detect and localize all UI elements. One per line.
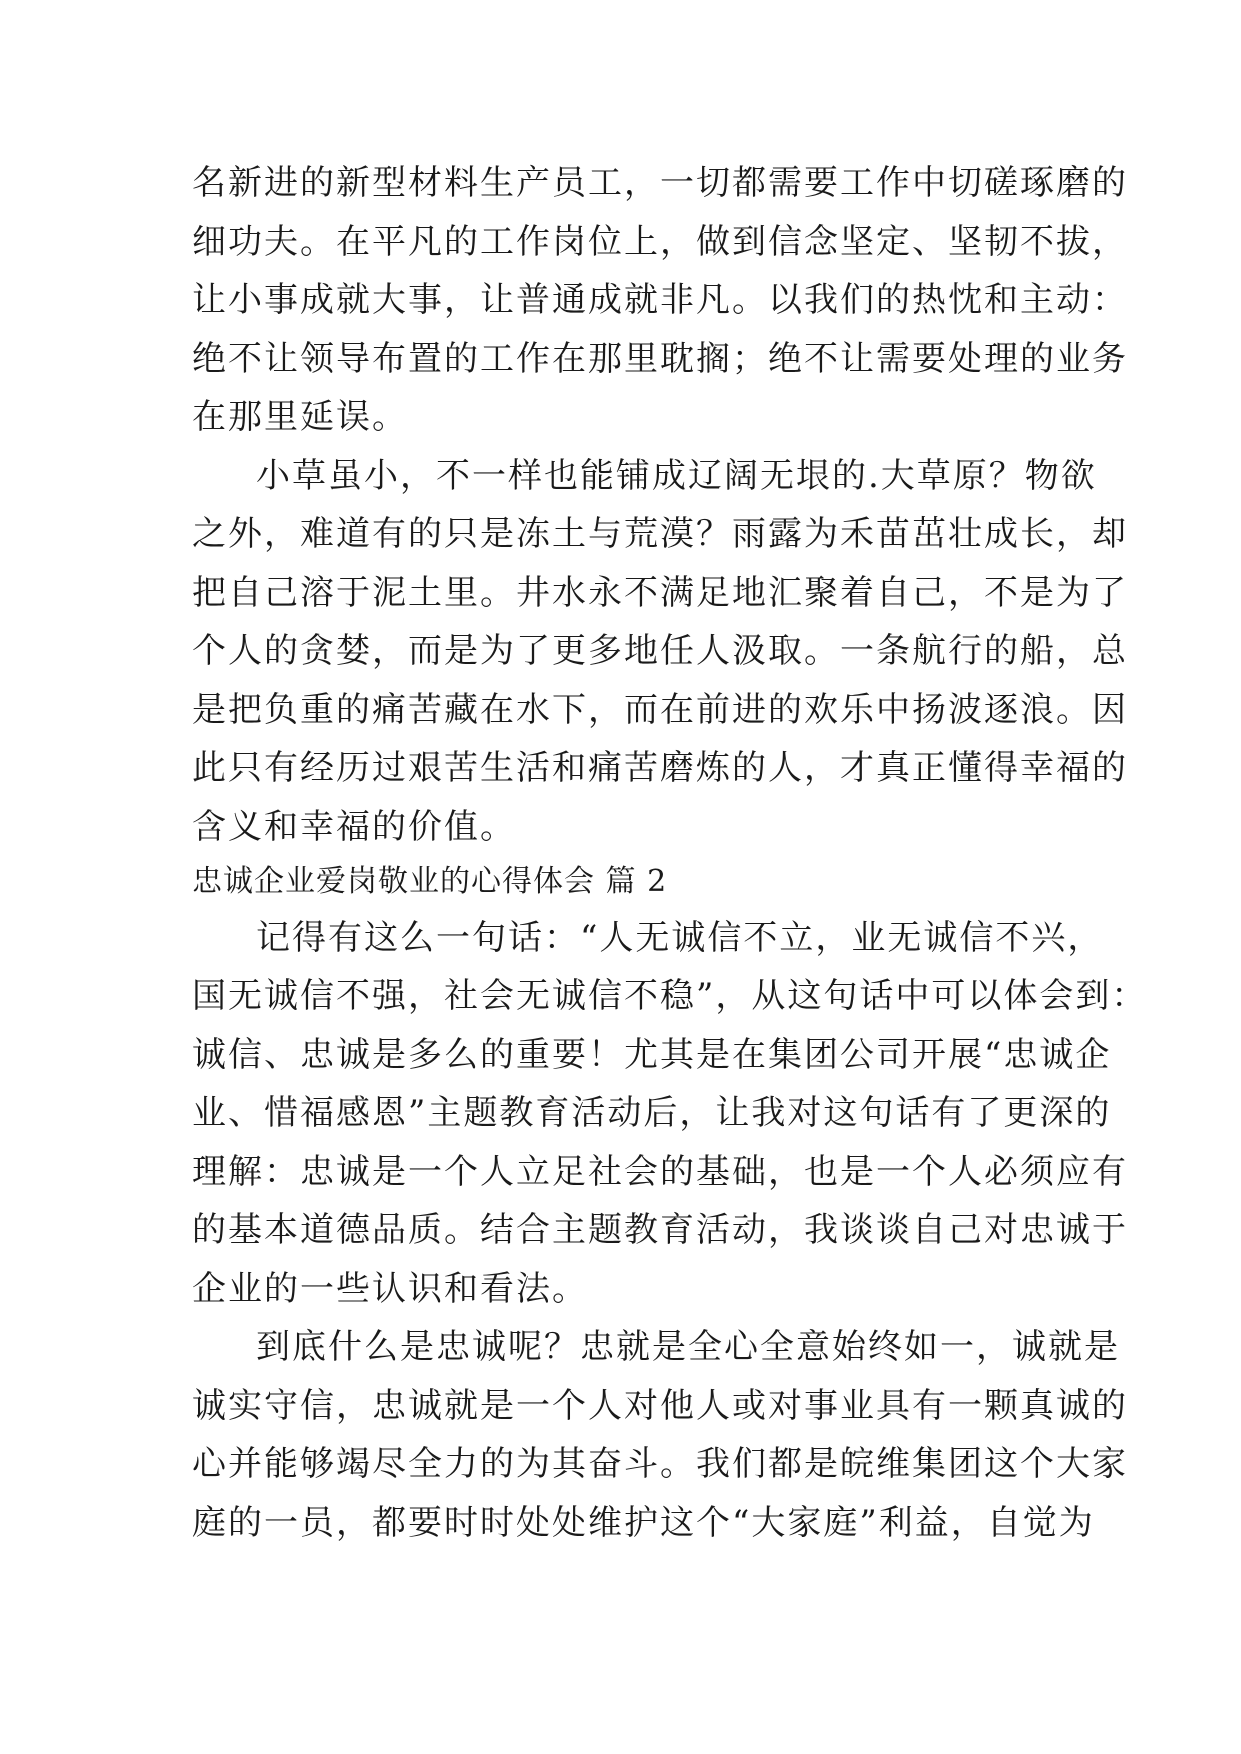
section-heading: 忠诚企业爱岗敬业的心得体会 篇 2 — [192, 864, 668, 899]
paragraph-1-line-5: 在那里延误。 — [192, 397, 408, 437]
paragraph-1-line-3: 让小事成就大事，让普通成就非凡。以我们的热忱和主动： — [192, 280, 1128, 320]
paragraph-1-line-2: 细功夫。在平凡的工作岗位上，做到信念坚定、坚韧不拔， — [192, 222, 1128, 262]
paragraph-2-line-6: 此只有经历过艰苦生活和痛苦磨炼的人，才真正懂得幸福的 — [192, 748, 1128, 788]
paragraph-3-line-2: 国无诚信不强，社会无诚信不稳”，从这句话中可以体会到： — [192, 976, 1148, 1016]
paragraph-2-line-1: 小草虽小，不一样也能铺成辽阔无垠的.大草原？物欲 — [256, 456, 1097, 496]
paragraph-2-line-3: 把自己溶于泥土里。井水永不满足地汇聚着自己，不是为了 — [192, 573, 1128, 613]
paragraph-1-line-4: 绝不让领导布置的工作在那里耽搁；绝不让需要处理的业务 — [192, 339, 1128, 379]
paragraph-4-line-3: 心并能够竭尽全力的为其奋斗。我们都是皖维集团这个大家 — [192, 1444, 1128, 1484]
paragraph-4-line-1: 到底什么是忠诚呢？忠就是全心全意始终如一，诚就是 — [256, 1327, 1120, 1367]
paragraph-2-line-2: 之外，难道有的只是冻土与荒漠？雨露为禾苗茁壮成长，却 — [192, 514, 1128, 554]
paragraph-3-line-1: 记得有这么一句话：“人无诚信不立，业无诚信不兴， — [256, 918, 1104, 958]
paragraph-2-line-7: 含义和幸福的价值。 — [192, 807, 516, 847]
paragraph-3-line-3: 诚信、忠诚是多么的重要！尤其是在集团公司开展“忠诚企 — [192, 1035, 1112, 1075]
paragraph-3-line-7: 企业的一些认识和看法。 — [192, 1269, 588, 1309]
paragraph-2-line-5: 是把负重的痛苦藏在水下，而在前进的欢乐中扬波逐浪。因 — [192, 690, 1128, 730]
paragraph-2-line-4: 个人的贪婪，而是为了更多地任人汲取。一条航行的船，总 — [192, 631, 1128, 671]
paragraph-3-line-4: 业、惜福感恩”主题教育活动后，让我对这句话有了更深的 — [192, 1093, 1112, 1133]
paragraph-4-line-4: 庭的一员，都要时时处处维护这个“大家庭”利益，自觉为 — [192, 1503, 1095, 1543]
paragraph-3-line-6: 的基本道德品质。结合主题教育活动，我谈谈自己对忠诚于 — [192, 1210, 1128, 1250]
paragraph-1-line-1: 名新进的新型材料生产员工，一切都需要工作中切磋琢磨的 — [192, 163, 1128, 203]
paragraph-4-line-2: 诚实守信，忠诚就是一个人对他人或对事业具有一颗真诚的 — [192, 1386, 1128, 1426]
paragraph-3-line-5: 理解：忠诚是一个人立足社会的基础，也是一个人必须应有 — [192, 1152, 1128, 1192]
